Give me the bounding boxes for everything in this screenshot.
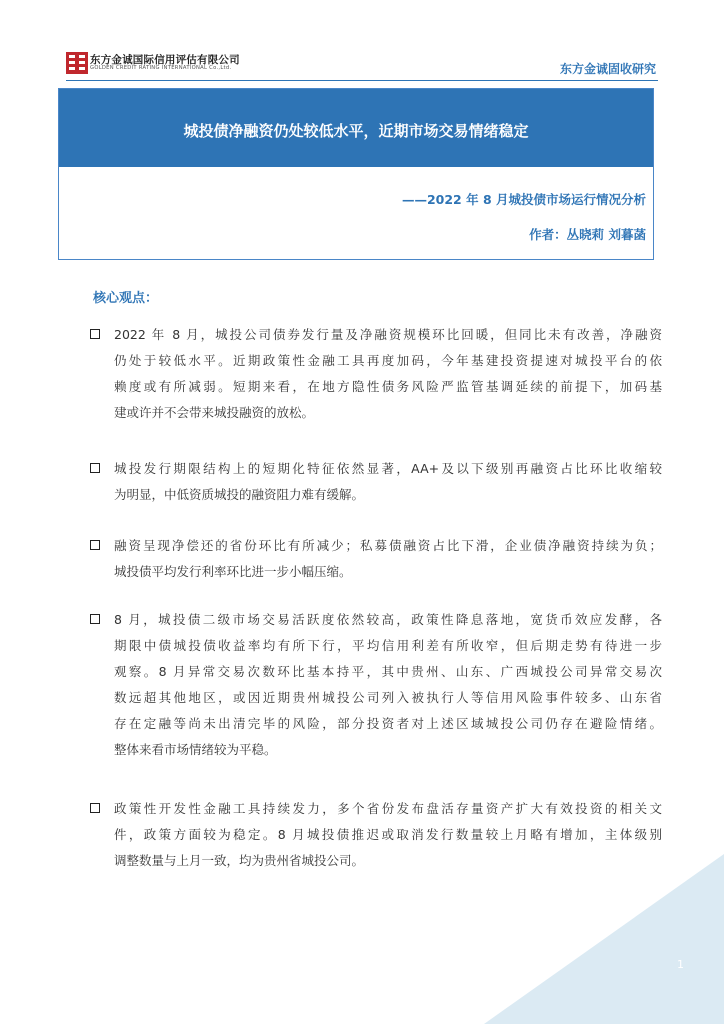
page-header: [66, 50, 658, 80]
page-number: 1: [677, 958, 684, 971]
text-line: 城投发行期限结构上的短期化特征依然显著，AA+及以下级别再融资占比环比收缩较: [114, 461, 662, 476]
text-line: 调整数量与上月一致，均为贵州省城投公司。: [114, 853, 365, 868]
checkbox-bullet-icon: [90, 540, 100, 550]
title-box: [58, 88, 654, 260]
text-line: 为明显，中低资质城投的融资阻力难有缓解。: [114, 487, 365, 502]
checkbox-bullet-icon: [90, 329, 100, 339]
core-view-text: [114, 322, 662, 426]
text-line: 件，政策方面较为稳定。8 月城投债推迟或取消发行数量较上月略有增加，主体级别: [114, 827, 662, 842]
text-line: 建或许并不会带来城投融资的放松。: [114, 405, 315, 420]
company-logo-icon: [66, 52, 88, 74]
header-divider: [66, 80, 658, 81]
report-subtitle: ——2022 年 8 月城投债市场运行情况分析: [401, 192, 646, 207]
text-line: 数远超其他地区，或因近期贵州城投公司列入被执行人等信用风险事件较多、山东省: [114, 690, 662, 705]
core-views-heading: 核心观点：: [93, 291, 159, 306]
text-line: 仍处于较低水平。近期政策性金融工具再度加码，今年基建投资提速对城投平台的依: [114, 353, 662, 368]
report-authors: 作者：丛晓莉 刘暮菡: [529, 227, 646, 242]
checkbox-bullet-icon: [90, 463, 100, 473]
core-view-text: [114, 607, 662, 763]
text-line: 2022 年 8 月，城投公司债券发行量及净融资规模环比回暖，但同比未有改善，净融资: [114, 327, 662, 342]
text-line: 政策性开发性金融工具持续发力，多个省份发布盘活存量资产扩大有效投资的相关文: [114, 801, 662, 816]
company-name-en: GOLDEN CREDIT RATING INTERNATIONAL Co.,Ltd.: [90, 65, 232, 71]
text-line: 城投债平均发行利率环比进一步小幅压缩。: [114, 564, 352, 579]
checkbox-bullet-icon: [90, 614, 100, 624]
report-title: 城投债净融资仍处较低水平，近期市场交易情绪稳定: [183, 122, 529, 140]
checkbox-bullet-icon: [90, 803, 100, 813]
research-brand-label: 东方金诚固收研究: [559, 62, 656, 76]
text-line: 8 月，城投债二级市场交易活跃度依然较高，政策性降息落地，宽货币效应发酵，各: [114, 612, 662, 627]
core-view-text: [114, 456, 662, 508]
text-line: 存在定融等尚未出清完毕的风险，部分投资者对上述区域城投公司仍存在避险情绪。: [114, 716, 662, 731]
text-line: 融资呈现净偿还的省份环比有所减少；私募债融资占比下滑，企业债净融资持续为负；: [114, 538, 662, 553]
title-band: [59, 89, 653, 167]
core-view-text: [114, 533, 662, 585]
corner-decoration: [484, 854, 724, 1024]
company-name-cn: 东方金诚国际信用评估有限公司: [90, 54, 240, 66]
text-line: 赖度或有所减弱。短期来看，在地方隐性债务风险严监管基调延续的前提下，加码基: [114, 379, 662, 394]
text-line: 整体来看市场情绪较为平稳。: [114, 742, 277, 757]
text-line: 观察。8 月异常交易次数环比基本持平，其中贵州、山东、广西城投公司异常交易次: [114, 664, 662, 679]
text-line: 期限中债城投债收益率均有所下行，平均信用利差有所收窄，但后期走势有待进一步: [114, 638, 662, 653]
